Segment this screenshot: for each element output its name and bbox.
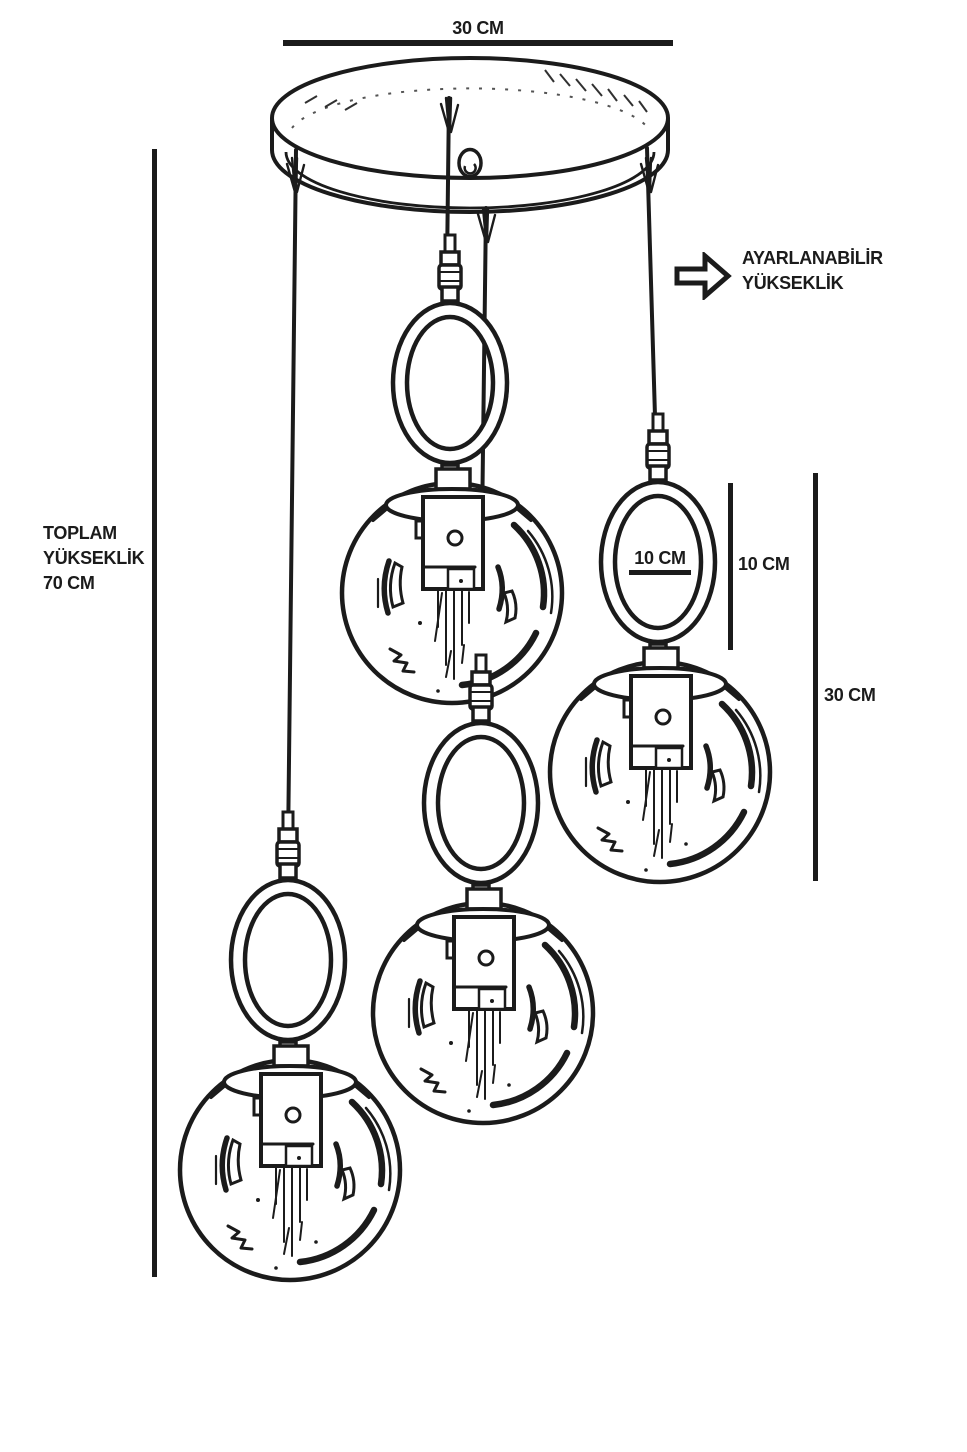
adjustable-height-arrow-icon (674, 252, 732, 300)
total-height-dimension-line (152, 149, 157, 1277)
total-height-label-line3: 70 CM (43, 573, 95, 593)
ring-section-height-label: 10 CM (738, 554, 790, 574)
lamp-2-right (550, 414, 770, 882)
canopy-width-label: 30 CM (452, 18, 504, 38)
globe-diameter-label: 10 CM (634, 548, 686, 568)
globe-section-dimension-line (813, 473, 818, 881)
globe-section-height-label: 30 CM (824, 685, 876, 705)
lamp-1-top-center (342, 235, 562, 703)
adjustable-height-label-line2: YÜKSEKLİK (742, 273, 844, 293)
total-height-label (43, 521, 144, 596)
ring-section-dimension-line (728, 483, 733, 650)
total-height-label-line1: TOPLAM (43, 523, 117, 543)
adjustable-height-label-line1: AYARLANABİLİR (742, 248, 883, 268)
cord-bottom-left (288, 150, 296, 848)
adjustable-height-label (742, 246, 883, 296)
lamp-4-bottom-left (180, 812, 400, 1280)
canopy-width-dimension-line (283, 40, 673, 46)
ceiling-canopy (272, 58, 668, 212)
globe-diameter-dimension-line (629, 570, 691, 575)
total-height-label-line2: YÜKSEKLİK (43, 548, 145, 568)
